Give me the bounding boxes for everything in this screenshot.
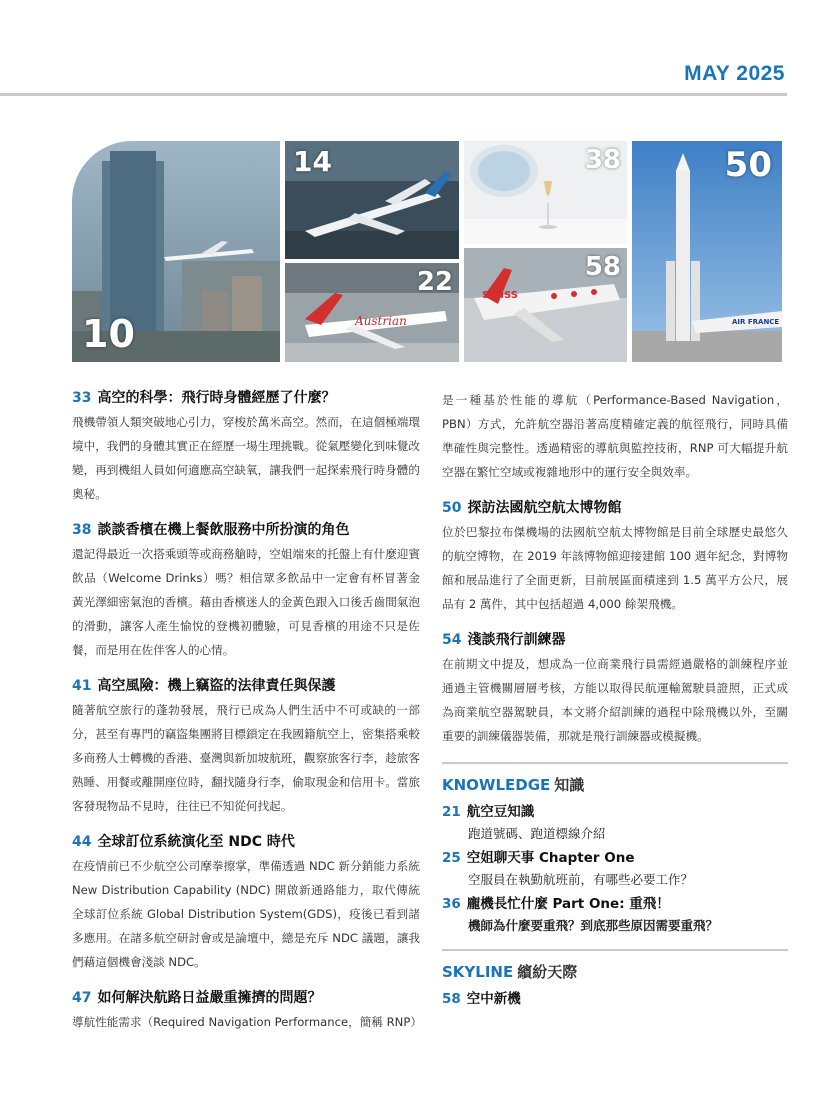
article-44-title: 全球訂位系統演化至 NDC 時代	[97, 834, 295, 850]
article-44-body: 在疫情前已不少航空公司摩拳擦掌，準備透過 NDC 新分銷能力系統 New Distribution Capability (NDC) 開啟新通路能力，取代傳統全球訂位系統 Global Distribution System(GDS)，疫後已看到諸多應用。在諸多航空研討會或是論壇中，總是充斥 NDC 議題，讓我們藉這個機會淺談 NDC。	[72, 859, 420, 969]
article-47[interactable]	[72, 988, 420, 1034]
knowledge-title-en: KNOWLEDGE	[442, 776, 551, 794]
knowledge-item-21-page: 21	[442, 804, 461, 820]
knowledge-item-25[interactable]	[442, 847, 788, 891]
article-47-continued[interactable]	[442, 388, 788, 484]
article-41-page: 41	[72, 678, 92, 694]
article-47-title: 如何解決航路日益嚴重擁擠的問題？	[97, 990, 322, 1006]
article-44[interactable]	[72, 832, 420, 974]
knowledge-item-25-title: 空姐聊天事 Chapter One	[466, 850, 635, 866]
knowledge-item-25-heading	[442, 847, 788, 869]
article-47-body: 導航性能需求（Required Navigation Performance，簡稱 RNP）	[72, 1015, 422, 1029]
knowledge-item-25-page: 25	[442, 850, 461, 866]
article-41-heading	[72, 676, 420, 696]
knowledge-item-36-page: 36	[442, 896, 461, 912]
photo-58-number: 58	[584, 252, 621, 282]
article-38[interactable]	[72, 520, 420, 662]
skyline-section-title	[442, 961, 788, 982]
knowledge-item-36-title: 龐機長忙什麼 Part One: 重飛！	[466, 896, 670, 912]
article-33-title: 高空的科學：飛行時身體經歷了什麼？	[97, 390, 336, 406]
header-rule	[0, 93, 787, 96]
photo-22-number: 22	[416, 267, 453, 297]
article-50-page: 50	[442, 500, 462, 516]
skyline-item-58-heading	[442, 988, 788, 1010]
article-33-heading	[72, 388, 420, 408]
photo-38[interactable]	[464, 141, 627, 244]
knowledge-item-21[interactable]	[442, 801, 788, 845]
page-header	[0, 0, 827, 100]
article-38-title: 談談香檳在機上餐飲服務中所扮演的角色	[97, 522, 350, 538]
article-38-heading	[72, 520, 420, 540]
knowledge-title-zh: 知識	[554, 776, 585, 794]
knowledge-rule	[442, 762, 788, 764]
knowledge-item-36-heading	[442, 893, 788, 915]
knowledge-item-21-sub: 跑道號碼、跑道標線介紹	[468, 826, 606, 841]
article-50[interactable]	[442, 498, 788, 616]
article-54-title: 淺談飛行訓練器	[467, 632, 566, 648]
article-54-heading	[442, 630, 788, 650]
skyline-item-58[interactable]	[442, 988, 788, 1010]
article-50-heading	[442, 498, 788, 518]
photo-58[interactable]	[464, 248, 627, 362]
knowledge-section-title	[442, 774, 788, 795]
skyline-item-58-title: 空中新機	[466, 991, 521, 1007]
knowledge-item-21-title: 航空豆知識	[466, 804, 535, 820]
photo-22[interactable]	[285, 263, 459, 362]
knowledge-item-36-sub: 機師為什麼要重飛？到底那些原因需要重飛？	[468, 918, 719, 933]
svg-text:Austrian: Austrian	[355, 314, 407, 328]
article-47-heading	[72, 988, 420, 1008]
right-column	[442, 388, 788, 1012]
knowledge-item-36[interactable]	[442, 893, 788, 937]
article-44-page: 44	[72, 834, 92, 850]
article-38-body: 還記得最近一次搭乘頭等或商務艙時，空姐端來的托盤上有什麼迎賓飲品（Welcome Drinks）嗎？相信眾多飲品中一定會有杯冒著金黃光澤細密氣泡的香檳。藉由香檳迷人的金黃色跟入口後舌齒間氣泡的滑動，讓客人產生愉悅的登機初體驗，可見香檳的用途不只是佐餐，而是用在佐伴客人的心情。	[72, 547, 420, 657]
issue-date: MAY 2025	[684, 62, 785, 85]
article-33-page: 33	[72, 390, 92, 406]
article-54-body: 在前期文中提及，想成為一位商業飛行員需經過嚴格的訓練程序並通過主管機關層層考核，方能以取得民航運輸駕駛員證照，正式成為商業航空器駕駛員，本文將介紹訓練的過程中除飛機以外，至關重要的訓練儀器裝備，那就是飛行訓練器或模擬機。	[442, 657, 788, 743]
photo-10[interactable]	[72, 141, 280, 362]
article-41-body: 隨著航空旅行的蓬勃發展，飛行已成為人們生活中不可或缺的一部分，甚至有專門的竊盜集團將目標鎖定在我國籍航空上，密集搭乘較多商務人士轉機的香港、臺灣與新加坡航班，觀察旅客行李，趁旅客熟睡、用餐或離開座位時，翻找隨身行李，偷取現金和信用卡。當旅客發現物品不見時，往往已不知從何找起。	[72, 703, 420, 813]
svg-text:SWISS: SWISS	[482, 290, 518, 301]
photo-10-number: 10	[82, 312, 135, 356]
article-41-title: 高空風險：機上竊盜的法律責任與保護	[97, 678, 336, 694]
article-33-body: 飛機帶領人類突破地心引力，穿梭於萬米高空。然而，在這個極端環境中，我們的身體其實正在經歷一場生理挑戰。從氣壓變化到味覺改變，再到機組人員如何適應高空缺氧，讓我們一起探索飛行時身體的奧秘。	[72, 415, 420, 501]
knowledge-item-25-sub: 空服員在執勤航班前，有哪些必要工作？	[468, 872, 694, 887]
svg-text:AIR FRANCE: AIR FRANCE	[732, 318, 780, 326]
article-33[interactable]	[72, 388, 420, 506]
skyline-title-en: SKYLINE	[442, 963, 514, 981]
article-44-heading	[72, 832, 420, 852]
article-50-body: 位於巴黎拉布傑機場的法國航空航太博物館是目前全球歷史最悠久的航空博物，在 2019 年該博物館迎接建館 100 週年紀念，對博物館和展品進行了全面更新，目前展區面積達到 1.5 萬平方公尺，展品有 2 萬件，其中包括超過 4,000 餘架飛機。	[442, 525, 788, 611]
article-47-continued-body: 是一種基於性能的導航（Performance-Based Navigation，PBN）方式，允許航空器沿著高度精確定義的航徑飛行，同時具備準確性與完整性。透過精密的導航與監控技術，RNP 可大幅提升航空器在繁忙空域或複雜地形中的運行安全與效率。	[442, 393, 788, 479]
skyline-rule	[442, 949, 788, 951]
photo-14[interactable]	[285, 141, 459, 259]
article-54-page: 54	[442, 632, 462, 648]
left-column	[72, 388, 420, 1048]
knowledge-item-21-heading	[442, 801, 788, 823]
skyline-title-zh: 繽紛天際	[517, 963, 578, 981]
article-47-page: 47	[72, 990, 92, 1006]
photo-14-number: 14	[293, 145, 332, 178]
skyline-item-58-page: 58	[442, 991, 461, 1007]
article-41[interactable]	[72, 676, 420, 818]
article-50-title: 探訪法國航空航太博物館	[467, 500, 622, 516]
photo-38-number: 38	[584, 145, 621, 175]
photo-50[interactable]	[632, 141, 782, 362]
photo-50-number: 50	[724, 145, 772, 185]
article-54[interactable]	[442, 630, 788, 748]
article-38-page: 38	[72, 522, 92, 538]
